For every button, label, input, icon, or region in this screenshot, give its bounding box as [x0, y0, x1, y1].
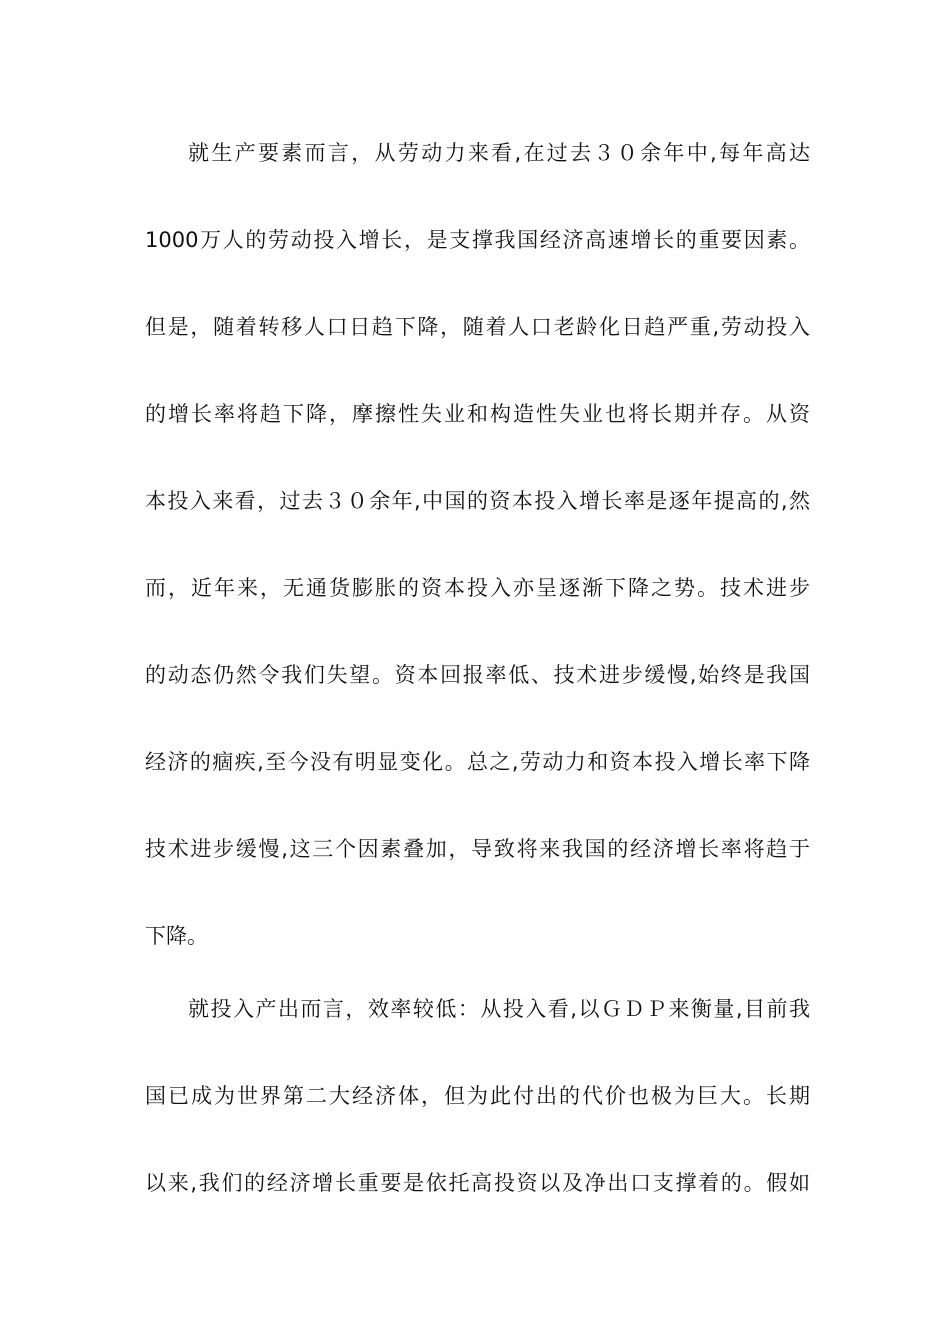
text-line: 国已成为世界第二大经济体，但为此付出的代价也极为巨大。长期 — [145, 1084, 810, 1108]
text-line: 而，近年来，无通货膨胀的资本投入亦呈逐渐下降之势。技术进步 — [145, 576, 810, 600]
text-line: 就投入产出而言，效率较低：从投入看,以ＧＤＰ来衡量,目前我 — [188, 997, 810, 1021]
text-line: 以来,我们的经济增长重要是依托高投资以及净出口支撑着的。假如 — [145, 1171, 810, 1195]
text-line: 但是，随着转移人口日趋下降，随着人口老龄化日趋严重,劳动投入 — [145, 315, 810, 339]
text-line: 1000万人的劳动投入增长，是支撑我国经济高速增长的重要因素。 — [145, 228, 810, 252]
text-line: 技术进步缓慢,这三个因素叠加，导致将来我国的经济增长率将趋于 — [145, 837, 810, 861]
text-line: 就生产要素而言，从劳动力来看,在过去３０余年中,每年高达 — [188, 141, 810, 165]
text-line: 的动态仍然令我们失望。资本回报率低、技术进步缓慢,始终是我国 — [145, 663, 810, 687]
text-line: 经济的痼疾,至今没有明显变化。总之,劳动力和资本投入增长率下降 — [145, 750, 810, 774]
text-line: 的增长率将趋下降，摩擦性失业和构造性失业也将长期并存。从资 — [145, 402, 810, 426]
text-line: 本投入来看，过去３０余年,中国的资本投入增长率是逐年提高的,然 — [145, 489, 810, 513]
text-line: 下降。 — [145, 924, 208, 948]
